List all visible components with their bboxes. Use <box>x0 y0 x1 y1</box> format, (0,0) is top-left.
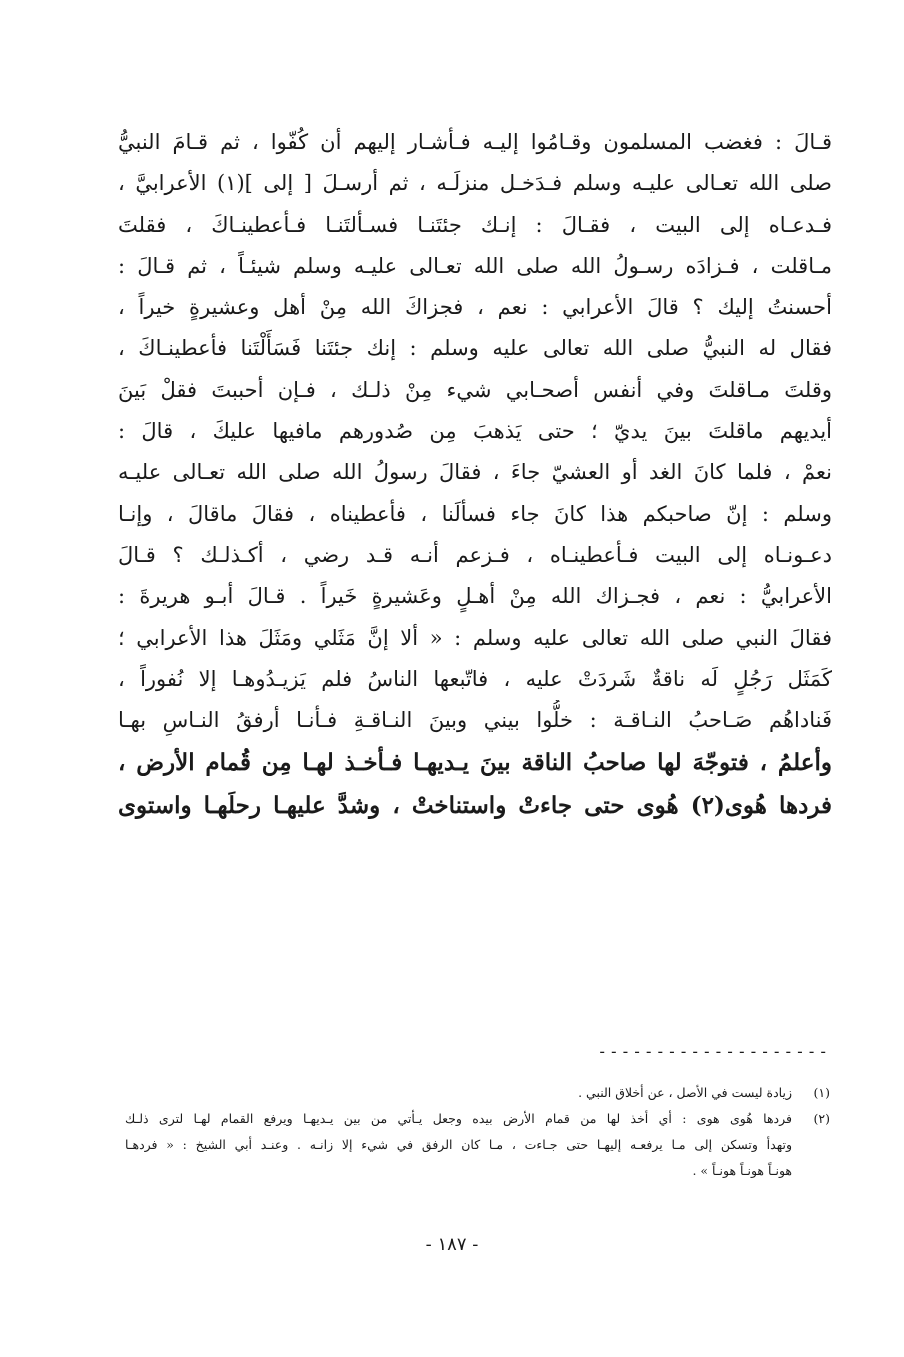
footnote-separator: -------------------- <box>597 1042 830 1061</box>
footnotes <box>125 1080 830 1184</box>
text-line: نعمْ ، فلما كانَ الغد أو العشيّ جاءَ ، فقالَ رسولُ الله صلى الله تعـالى عليـه <box>118 460 832 485</box>
text-line: كَمَثَل رَجُلٍ لَه ناقةٌ شَردَتْ عليه ، فاتّبعها الناسُ فلم يَزيـدُوهـا إلا نُفوراً ، <box>118 666 832 691</box>
text-line: فقال له النبيُّ صلى الله تعالى عليه وسلم : إنك جئتَنا فَسَأَلْتَنا فأعطينـاكَ ، <box>118 336 832 361</box>
text-line: فَناداهُم صَـاحبُ النـاقـة : خلُّوا بيني وبينَ النـاقـةِ فـأنـا أرفقُ النـاسِ بهـا <box>118 708 832 733</box>
text-line: صلى الله تعـالى عليـه وسلم فـدَخـل منزلَـه ، ثم أرسـلَ [ إلى ](١) الأعرابيَّ ، <box>118 171 832 196</box>
text-line: الأعرابيُّ : نعم ، فجـزاك الله مِنْ أهـلٍ وعَشيرةٍ خَيراً . قـالَ أبـو هريرةَ : <box>118 584 832 609</box>
footnote-line: وتهدأ وتسكن إلى مـا يرفعـه إليهـا حتى جـاءت ، مـا كان الرفق في شيء إلا زانـه . وعنـد أبي الشيخ : « فردهـا <box>125 1137 792 1152</box>
footnote-number: (٢) <box>813 1111 830 1126</box>
text-line: أيديهم ماقلتَ بينَ يديّ ؛ حتى يَذهبَ مِن صُدورهم مافيها عليكَ ، قالَ : <box>118 419 832 444</box>
text-line: مـاقلت ، فـزادَه رسـولُ الله صلى الله تعـالى عليـه وسلم شيئـاً ، ثم قـالَ : <box>118 253 832 278</box>
footnote-text <box>125 1080 792 1106</box>
text-line: فـدعـاه إلى البيت ، فقـالَ : إنـك جئتَنـا فسـألتَنـا فـأعطينـاكَ ، فقلتَ <box>118 212 832 237</box>
text-line: قـالَ : فغضب المسلمون وقـامُوا إليـه فـأشـار إليهم أن كُفّوا ، ثم قـامَ النبيُّ <box>118 130 832 154</box>
text-line: دعـونـاه إلى البيت فـأعطينـاه ، فـزعم أنـه قـد رضي ، أكـذلـك ؟ قـالَ <box>118 542 832 567</box>
footnote-2 <box>125 1106 830 1184</box>
text-line: وقلتَ مـاقلتَ وفي أنفس أصحـابي شيء مِنْ ذلـك ، فـإن أحببتَ فقلْ بَينَ <box>118 377 832 402</box>
page-number: - ١٨٧ - <box>425 1234 479 1255</box>
footnote-number: (١) <box>813 1085 830 1100</box>
footnote-text <box>125 1106 792 1184</box>
footnote-line: زيادة ليست في الأصل ، عن أخلاق النبي . <box>578 1085 792 1100</box>
main-text <box>118 122 832 827</box>
text-line-large: فردها هُوى(٢) هُوى حتى جاءتْ واستناختْ ، وشدَّ عليهـا رحلَهـا واستوى <box>118 792 832 820</box>
text-line: فقالَ النبي صلى الله تعالى عليه وسلم : « ألا إنَّ مَثَلي ومَثَلَ هذا الأعرابي ؛ <box>118 625 832 650</box>
footnote-line: هونـاً هونـاً هونـاً » . <box>692 1163 792 1178</box>
footnote-1 <box>125 1080 830 1106</box>
text-line: أحسنتُ إليك ؟ قالَ الأعرابي : نعم ، فجزاكَ الله مِنْ أهل وعشيرةٍ خيراً ، <box>118 295 832 320</box>
text-line-large: وأعلمُ ، فتوجّهَ لها صاحبُ الناقة بينَ يـديهـا فـأخـذ لهـا مِن قُمام الأرض ، <box>118 749 832 777</box>
text-line: وسلم : إنّ صاحبكم هذا كانَ جاء فسألَنا ، فأعطيناه ، فقالَ ماقالَ ، وإنـا <box>118 501 832 526</box>
footnote-line: فردها هُوى هوى : أي أخذ لها من قمام الأرض بيده وجعل يـأتي من بين يـديهـا ويرفع القمام لهـا لترى ذلـك <box>125 1111 792 1126</box>
